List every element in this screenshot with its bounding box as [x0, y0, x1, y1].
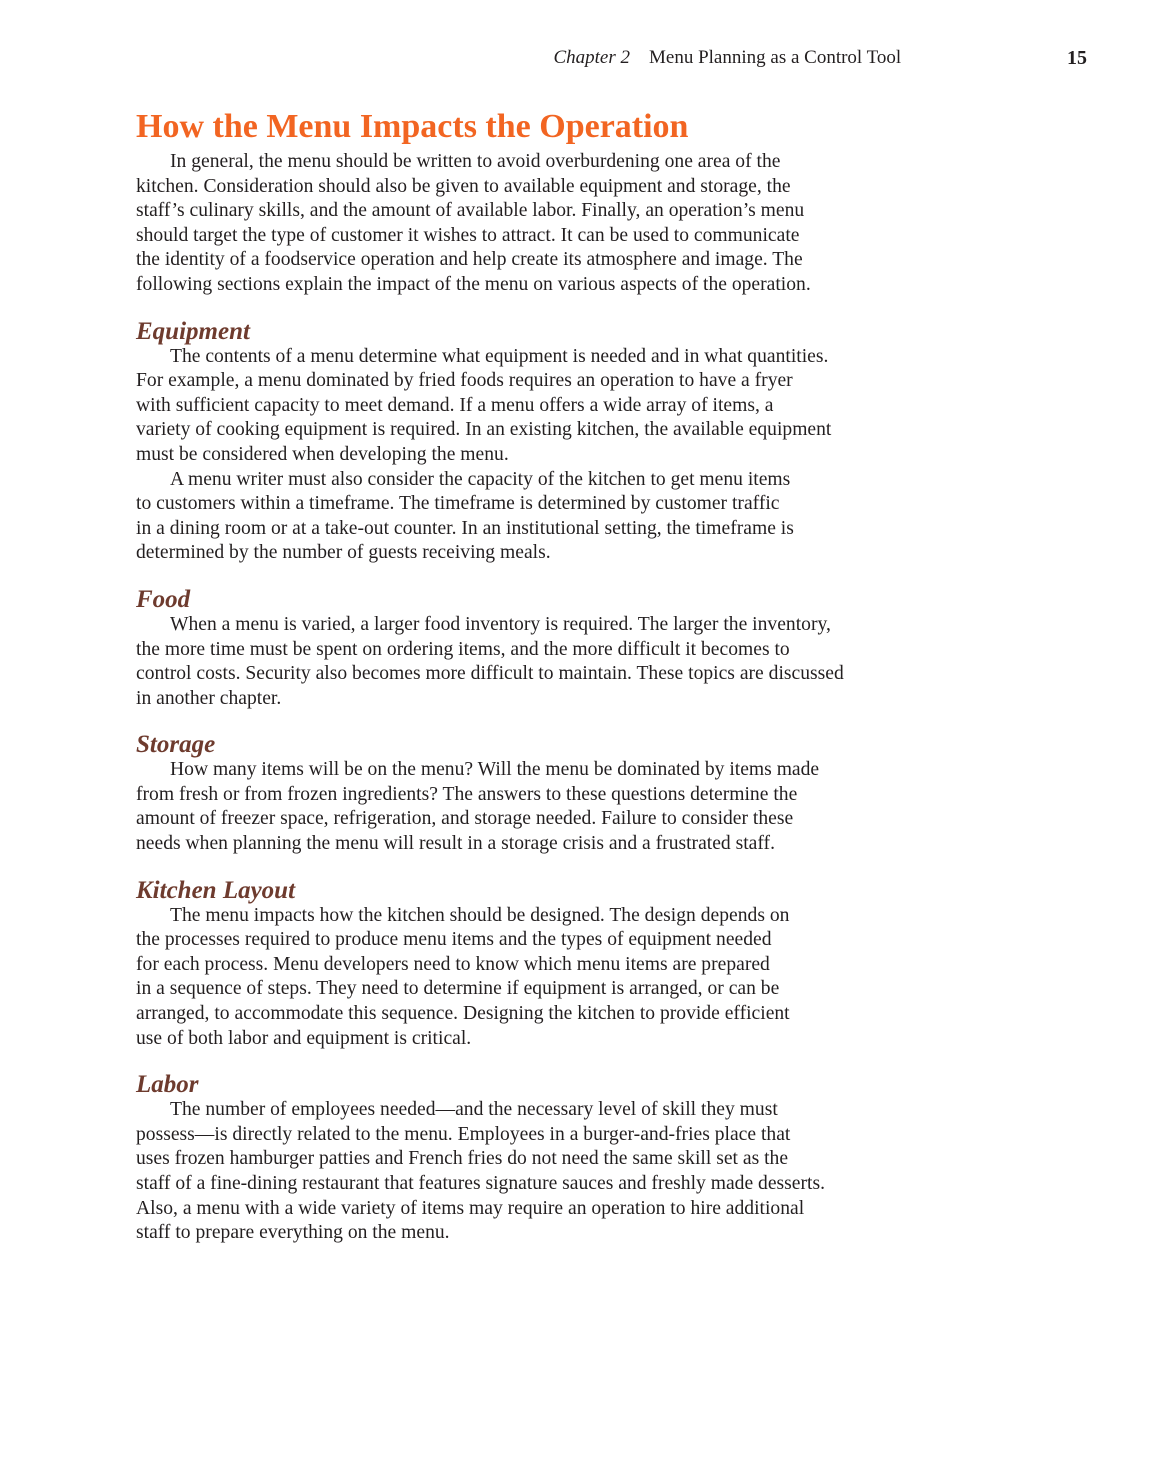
text-line: in a sequence of steps. They need to determine if equipment is arranged, or can be [136, 978, 780, 1000]
text-line: to customers within a timeframe. The timeframe is determined by customer traffic [136, 493, 780, 515]
text-line: The number of employees needed—and the necessary level of skill they must [170, 1099, 778, 1121]
page-content [136, 106, 936, 1246]
paragraph [136, 758, 936, 856]
running-head [0, 47, 1156, 73]
section-food [136, 587, 936, 711]
section-heading: Equipment [136, 317, 250, 345]
text-line: following sections explain the impact of the menu on various aspects of the operation. [136, 273, 811, 295]
intro [136, 150, 936, 298]
text-line: with sufficient capacity to meet demand. If a menu offers a wide array of items, a [136, 394, 774, 416]
text-line: The menu impacts how the kitchen should be designed. The design depends on [170, 904, 790, 926]
section-equipment [136, 319, 936, 566]
text-line: must be considered when developing the menu. [136, 443, 509, 465]
paragraph [136, 904, 936, 1052]
text-line: from fresh or from frozen ingredients? The answers to these questions determine the [136, 783, 798, 805]
text-line: For example, a menu dominated by fried foods requires an operation to have a fryer [136, 370, 793, 392]
paragraph [136, 345, 936, 468]
section-heading: Labor [136, 1071, 199, 1099]
text-line: When a menu is varied, a larger food inventory is required. The larger the inventory, [170, 613, 831, 635]
text-line: The contents of a menu determine what equipment is needed and in what quantities. [170, 345, 829, 367]
chapter-label: Chapter 2 [553, 47, 630, 68]
sections [136, 319, 936, 1246]
text-line: variety of cooking equipment is required. In an existing kitchen, the available equipment [136, 419, 832, 441]
text-line: the more time must be spent on ordering items, and the more difficult it becomes to [136, 638, 790, 660]
section-storage [136, 732, 936, 856]
text-line: staff of a fine-dining restaurant that features signature sauces and freshly made desserts. [136, 1173, 825, 1194]
section-labor [136, 1072, 936, 1246]
text-line: determined by the number of guests receiving meals. [136, 542, 551, 564]
paragraph [136, 1098, 936, 1246]
text-line: How many items will be on the menu? Will the menu be dominated by items made [170, 759, 820, 781]
section-heading: Storage [136, 731, 216, 759]
text-line: A menu writer must also consider the capacity of the kitchen to get menu items [170, 468, 791, 490]
text-line: kitchen. Consideration should also be given to available equipment and storage, the [136, 175, 791, 197]
text-line: use of both labor and equipment is critical. [136, 1027, 472, 1049]
section-heading: Food [136, 585, 191, 613]
text-line: control costs. Security also becomes more difficult to maintain. These topics are discussed [136, 663, 844, 685]
text-line: possess—is directly related to the menu. Employees in a burger-and-fries place that [136, 1123, 791, 1145]
text-line: uses frozen hamburger patties and French fries do not need the same skill set as the [136, 1148, 789, 1170]
text-line: staff to prepare everything on the menu. [136, 1222, 450, 1244]
text-line: needs when planning the menu will result in a storage crisis and a frustrated staff. [136, 833, 775, 855]
paragraph [136, 468, 936, 566]
chapter-title: Menu Planning as a Control Tool [649, 47, 902, 68]
paragraph [136, 613, 936, 711]
text-line: in another chapter. [136, 687, 282, 709]
text-line: for each process. Menu developers need to know which menu items are prepared [136, 953, 770, 975]
text-line: in a dining room or at a take-out counter. In an institutional setting, the timeframe is [136, 517, 794, 539]
text-line: the processes required to produce menu items and the types of equipment needed [136, 929, 772, 951]
text-line: Also, a menu with a wide variety of items may require an operation to hire additional [136, 1197, 805, 1219]
section-heading: Kitchen Layout [136, 876, 296, 904]
page-title: How the Menu Impacts the Operation [136, 108, 689, 145]
text-line: should target the type of customer it wishes to attract. It can be used to communicate [136, 224, 800, 246]
text-line: amount of freezer space, refrigeration, and storage needed. Failure to consider these [136, 808, 794, 830]
text-line: staff’s culinary skills, and the amount of available labor. Finally, an operation’s menu [136, 200, 805, 222]
text-line: arranged, to accommodate this sequence. Designing the kitchen to provide efficient [136, 1003, 790, 1025]
page-number: 15 [1067, 47, 1087, 69]
text-line: In general, the menu should be written to avoid overburdening one area of the [170, 151, 781, 172]
paragraph [136, 150, 936, 298]
section-kitchen-layout [136, 878, 936, 1052]
text-line: the identity of a foodservice operation and help create its atmosphere and image. The [136, 249, 803, 271]
